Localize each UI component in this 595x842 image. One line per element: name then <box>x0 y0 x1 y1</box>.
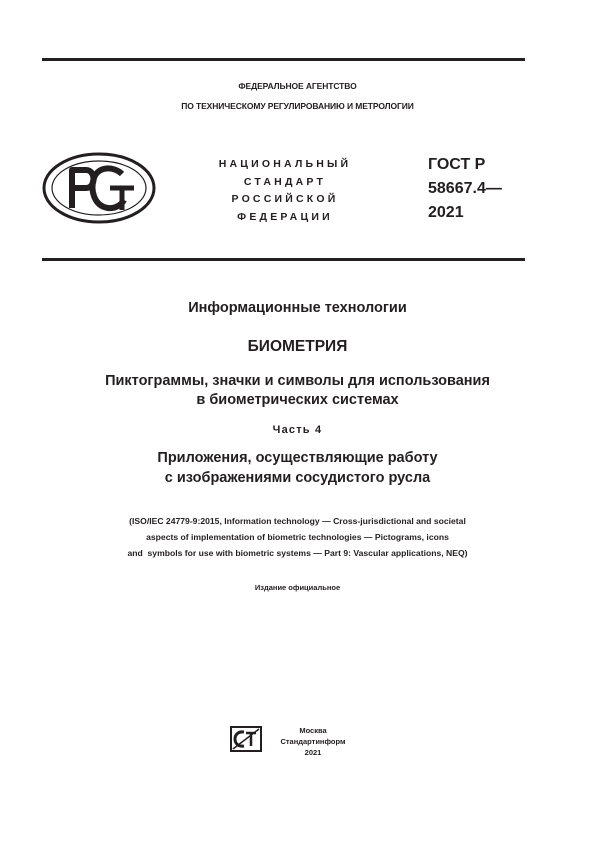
standard-type-line2: СТАНДАРТ <box>243 175 327 188</box>
iso-reference-line3: and symbols for use with biometric systems — Part 9: Vascular applications, NEQ) <box>127 548 468 558</box>
standard-designation <box>428 153 502 225</box>
publisher-block <box>268 725 358 758</box>
agency-name-line2: ПО ТЕХНИЧЕСКОМУ РЕГУЛИРОВАНИЮ И МЕТРОЛОГИИ <box>181 101 414 111</box>
part-title <box>0 448 595 488</box>
publisher-city: Москва <box>299 726 327 735</box>
title-main: БИОМЕТРИЯ <box>247 338 348 355</box>
edition-label: Издание официальное <box>254 583 341 592</box>
rst-logo-icon <box>42 152 156 224</box>
standard-type-block <box>210 156 360 226</box>
subtitle-line2: в биометрических системах <box>196 392 399 408</box>
title-subtitle <box>0 372 595 410</box>
standartinform-logo-icon <box>230 726 262 752</box>
publisher-year: 2021 <box>304 748 322 757</box>
iso-reference-line2: aspects of implementation of biometric technologies — Pictograms, icons <box>146 532 449 542</box>
title-field: Информационные технологии <box>188 300 407 316</box>
standard-number: 58667.4— <box>428 180 502 197</box>
standard-type-line1: НАЦИОНАЛЬНЫЙ <box>218 158 352 170</box>
agency-name-line1: ФЕДЕРАЛЬНОЕ АГЕНТСТВО <box>238 81 357 91</box>
iso-reference-line1: (ISO/IEC 24779-9:2015, Information technology — Cross-jurisdictional and societal <box>129 516 466 526</box>
part-title-line2: с изображениями сосудистого русла <box>164 470 431 486</box>
standard-code: ГОСТ Р <box>428 156 486 173</box>
standard-type-line4: ФЕДЕРАЦИИ <box>237 210 333 223</box>
standard-year: 2021 <box>428 204 464 221</box>
publisher-name: Стандартинформ <box>280 737 346 746</box>
subtitle-line1: Пиктограммы, значки и символы для использования <box>105 373 490 389</box>
part-title-line1: Приложения, осуществляющие работу <box>157 450 438 466</box>
part-label: Часть 4 <box>272 424 323 436</box>
standard-type-line3: РОССИЙСКОЙ <box>231 193 339 205</box>
iso-reference <box>0 513 595 561</box>
middle-rule <box>42 258 525 261</box>
top-rule <box>42 58 525 61</box>
